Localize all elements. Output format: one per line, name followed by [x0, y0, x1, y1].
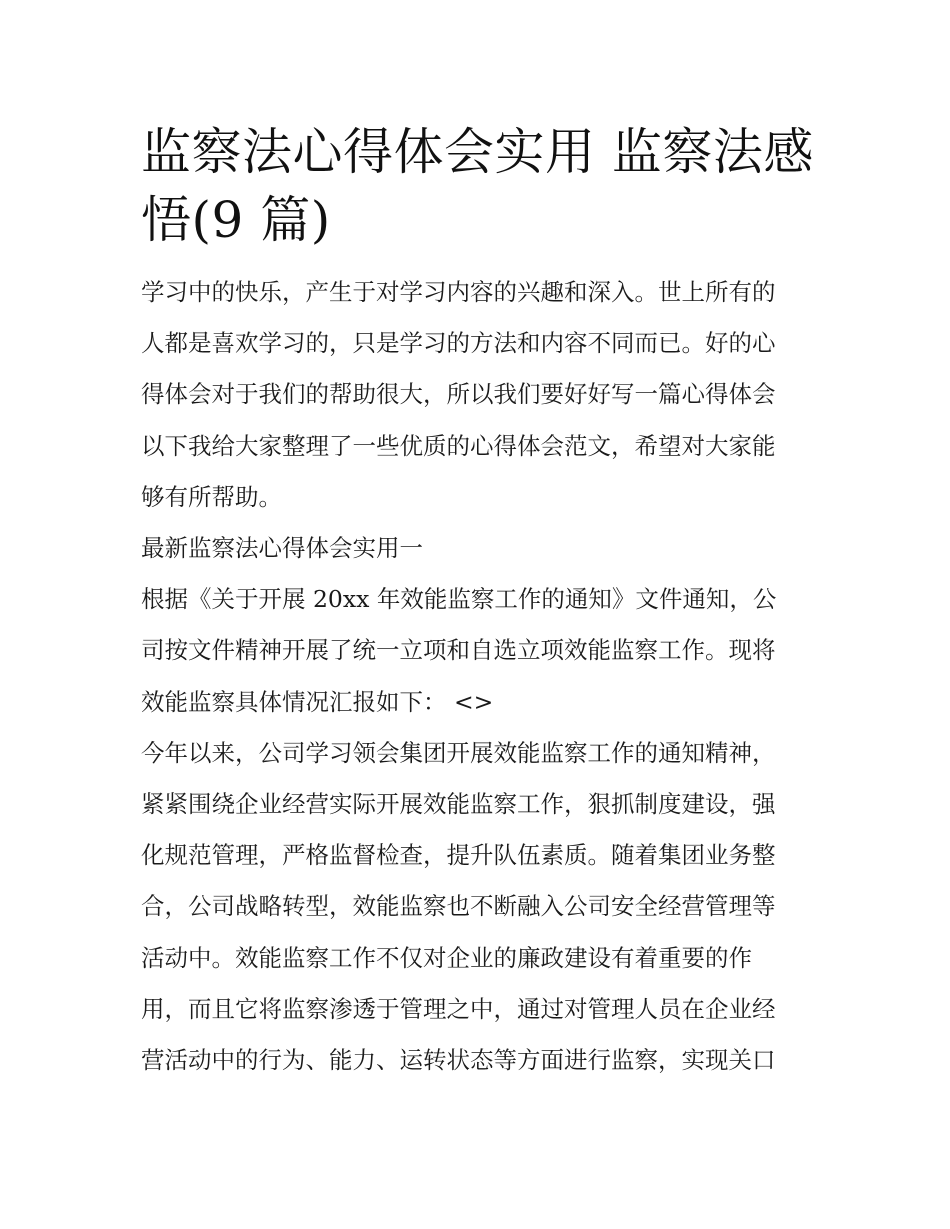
section-heading: [141, 523, 813, 574]
text-line: 得体会对于我们的帮助很大，所以我们要好好写一篇心得体会: [141, 380, 776, 409]
text-line: 今年以来，公司学习领会集团开展效能监察工作的通知精神，: [141, 738, 776, 767]
text-line: 最新监察法心得体会实用一: [141, 534, 423, 563]
document-title: [141, 118, 813, 254]
text-line: 化规范管理，严格监督检查，提升队伍素质。随着集团业务整: [141, 841, 776, 870]
notice-paragraph: [141, 574, 813, 728]
text-line: 效能监察具体情况汇报如下： <>: [141, 687, 494, 716]
text-line: 用，而且它将监察渗透于管理之中，通过对管理人员在企业经: [141, 994, 776, 1023]
text-line: 营活动中的行为、能力、运转状态等方面进行监察，实现关口: [141, 1046, 776, 1075]
document-page: [141, 118, 813, 1086]
intro-paragraph: [141, 267, 813, 523]
text-line: 人都是喜欢学习的，只是学习的方法和内容不同而已。好的心: [141, 329, 776, 358]
text-line: 根据《关于开展 20xx 年效能监察工作的通知》文件通知，公: [141, 585, 777, 614]
body-paragraph: [141, 728, 813, 1086]
text-line: 活动中。效能监察工作不仅对企业的廉政建设有着重要的作: [141, 943, 752, 972]
text-line: 合，公司战略转型，效能监察也不断融入公司安全经营管理等: [141, 892, 776, 921]
title-line: 监察法心得体会实用 监察法感: [141, 123, 814, 181]
text-line: 以下我给大家整理了一些优质的心得体会范文，希望对大家能: [141, 431, 776, 460]
document-body: [141, 267, 813, 1086]
text-line: 学习中的快乐，产生于对学习内容的兴趣和深入。世上所有的: [141, 278, 776, 306]
title-line: 悟(9 篇): [141, 191, 331, 249]
text-line: 紧紧围绕企业经营实际开展效能监察工作，狠抓制度建设，强: [141, 790, 776, 819]
text-line: 司按文件精神开展了统一立项和自选立项效能监察工作。现将: [141, 636, 776, 665]
text-line: 够有所帮助。: [141, 482, 282, 511]
